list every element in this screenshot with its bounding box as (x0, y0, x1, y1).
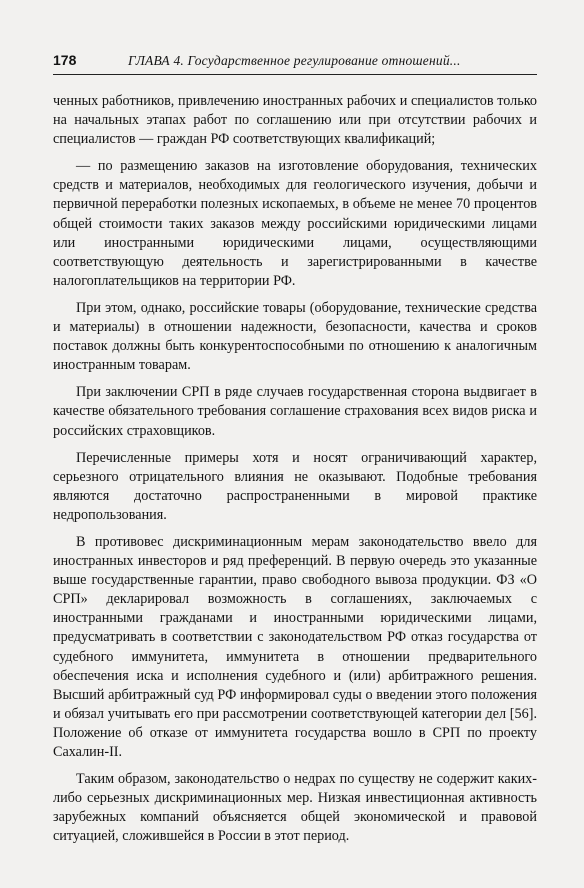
page-number: 178 (53, 52, 77, 68)
page-body (53, 92, 537, 854)
paragraph: При этом, однако, российские товары (оборудование, технические средства и материалы) в отношении надежности, безопасности, качества и сроков поставок должны быть конкурентоспособными по отношению к аналогичным иностранным товарам. (53, 299, 537, 374)
paragraph: — по размещению заказов на изготовление оборудования, технических средств и материалов, необходимых для геологического изучения, добычи и первичной переработки полезных ископаемых, в объеме не менее 70 процентов общей стоимости таких заказов между российскими юридическими лицами или иностранными юридическими лицами, осуществляющими соответствующую деятельность и зарегистрированными в качестве налогоплательщиков на территории РФ. (53, 158, 537, 289)
paragraph: При заключении СРП в ряде случаев государственная сторона выдвигает в качестве обязательного требования соглашение страхования всех видов риска и российских страховщиков. (53, 384, 537, 439)
paragraph: В противовес дискриминационным мерам законодательство ввело для иностранных инвесторов и ряд преференций. В первую очередь это указанные выше государственные гарантии, право свободного вывоза продукции. ФЗ «О СРП» декларировал возможность в соглашениях, заключаемых с иностранными гражданами и иностранными юридическими лицами, предусматривать в соответствии с законодательством РФ отказ государства от судебного иммунитета, иммунитета в отношении предварительного обеспечения иска и исполнения судебного и (или) арбитражного решения. Высший арбитражный суд РФ информировал суды о введении этого положения и обязал учитывать его при рассмотрении соответствующей категории дел [56]. Положение об отказе от иммунитета государства вошло в СРП по проекту Сахалин-II. (53, 533, 537, 760)
paragraph: Таким образом, законодательство о недрах по существу не содержит каких-либо серьезных дискриминационных мер. Низкая инвестиционная активность зарубежных компаний объясняется общей экономической и правовой ситуацией, сложившейся в России в этот период. (53, 771, 537, 845)
page-header (53, 52, 537, 75)
paragraph: Перечисленные примеры хотя и носят ограничивающий характер, серьезного отрицательного влияния не оказывают. Подобные требования являются достаточно распространенными в мировой практике недропользования. (53, 449, 537, 523)
running-title: ГЛАВА 4. Государственное регулирование отношений... (128, 53, 461, 68)
paragraph: ченных работников, привлечению иностранных рабочих и специалистов только на начальных этапах работ по соглашению или при отсутствии рабочих и специалистов — граждан РФ соответствующих квалификаций; (53, 93, 537, 148)
